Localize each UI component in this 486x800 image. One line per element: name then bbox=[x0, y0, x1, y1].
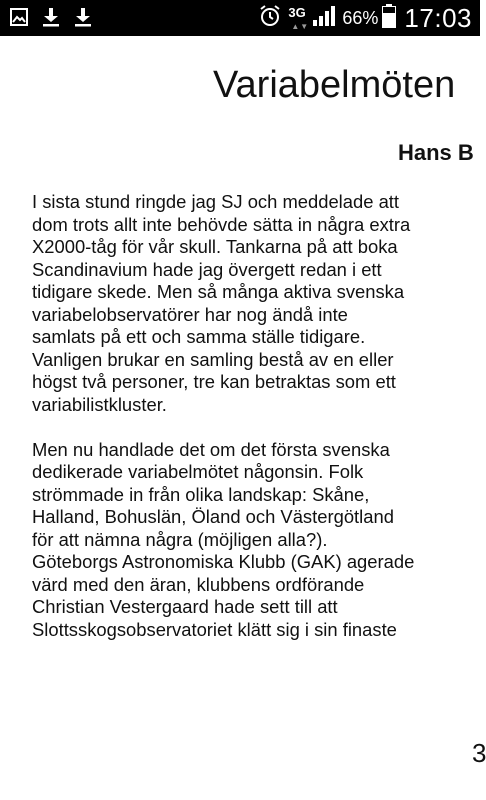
text-line: Göteborgs Astronomiska Klubb (GAK) agerade bbox=[32, 551, 415, 572]
text-line: I sista stund ringde jag SJ och meddelade att bbox=[32, 191, 400, 212]
download-icon bbox=[74, 7, 92, 32]
document-page[interactable] bbox=[0, 36, 486, 800]
document-title: Variabelmöten bbox=[213, 64, 456, 106]
paragraph-spacer bbox=[32, 416, 478, 439]
text-line: tidigare skede. Men så många aktiva svenska bbox=[32, 281, 405, 302]
text-line: värd med den äran, klubbens ordförande bbox=[32, 573, 365, 595]
image-icon bbox=[10, 8, 28, 31]
document-body bbox=[32, 191, 478, 641]
system-status bbox=[258, 0, 472, 36]
clock: 17:03 bbox=[404, 2, 472, 33]
status-bar bbox=[0, 0, 480, 36]
text-line: dedikerade variabelmötet någonsin. Folk bbox=[32, 461, 364, 482]
text-line: dom trots allt inte behövde sätta in några extra bbox=[32, 213, 411, 235]
document-author: Hans B bbox=[398, 140, 474, 165]
text-line: Vanligen brukar en samling bestå av en eller bbox=[32, 348, 394, 370]
network-type-label: 3G bbox=[288, 5, 306, 20]
paragraph-1 bbox=[32, 191, 478, 416]
text-line: högst två personer, tre kan betraktas som ett bbox=[32, 371, 396, 392]
text-line: strömmade in från olika landskap: Skåne, bbox=[32, 483, 370, 505]
paragraph-2 bbox=[32, 439, 478, 642]
network-type bbox=[288, 3, 310, 33]
text-line: för att nämna några (möjligen alla?). bbox=[32, 528, 328, 550]
text-line: Men nu handlade det om det första svenska bbox=[32, 438, 390, 460]
page-number-fragment: 3 bbox=[472, 738, 486, 768]
battery-percent: 66% bbox=[342, 7, 379, 28]
battery-icon bbox=[382, 4, 396, 33]
text-line: Halland, Bohuslän, Öland och Västergötland bbox=[32, 506, 394, 527]
data-activity-icon: ▲▼ bbox=[291, 22, 310, 31]
text-line: X2000-tåg för vår skull. Tankarna på att boka bbox=[32, 236, 398, 257]
notification-icons bbox=[10, 7, 106, 31]
signal-icon bbox=[312, 5, 336, 32]
alarm-icon bbox=[258, 4, 282, 33]
text-line: variabilistkluster. bbox=[32, 393, 167, 415]
text-line: variabelobservatörer har nog ändå inte bbox=[32, 303, 348, 325]
text-line: Christian Vestergaard hade sett till att bbox=[32, 596, 338, 617]
text-line: Slottsskogsobservatoriet klätt sig i sin finaste bbox=[32, 618, 397, 640]
text-line: samlats på ett och samma ställe tidigare. bbox=[32, 326, 366, 347]
text-line: Scandinavium hade jag övergett redan i ett bbox=[32, 258, 382, 280]
download-icon bbox=[42, 7, 60, 32]
